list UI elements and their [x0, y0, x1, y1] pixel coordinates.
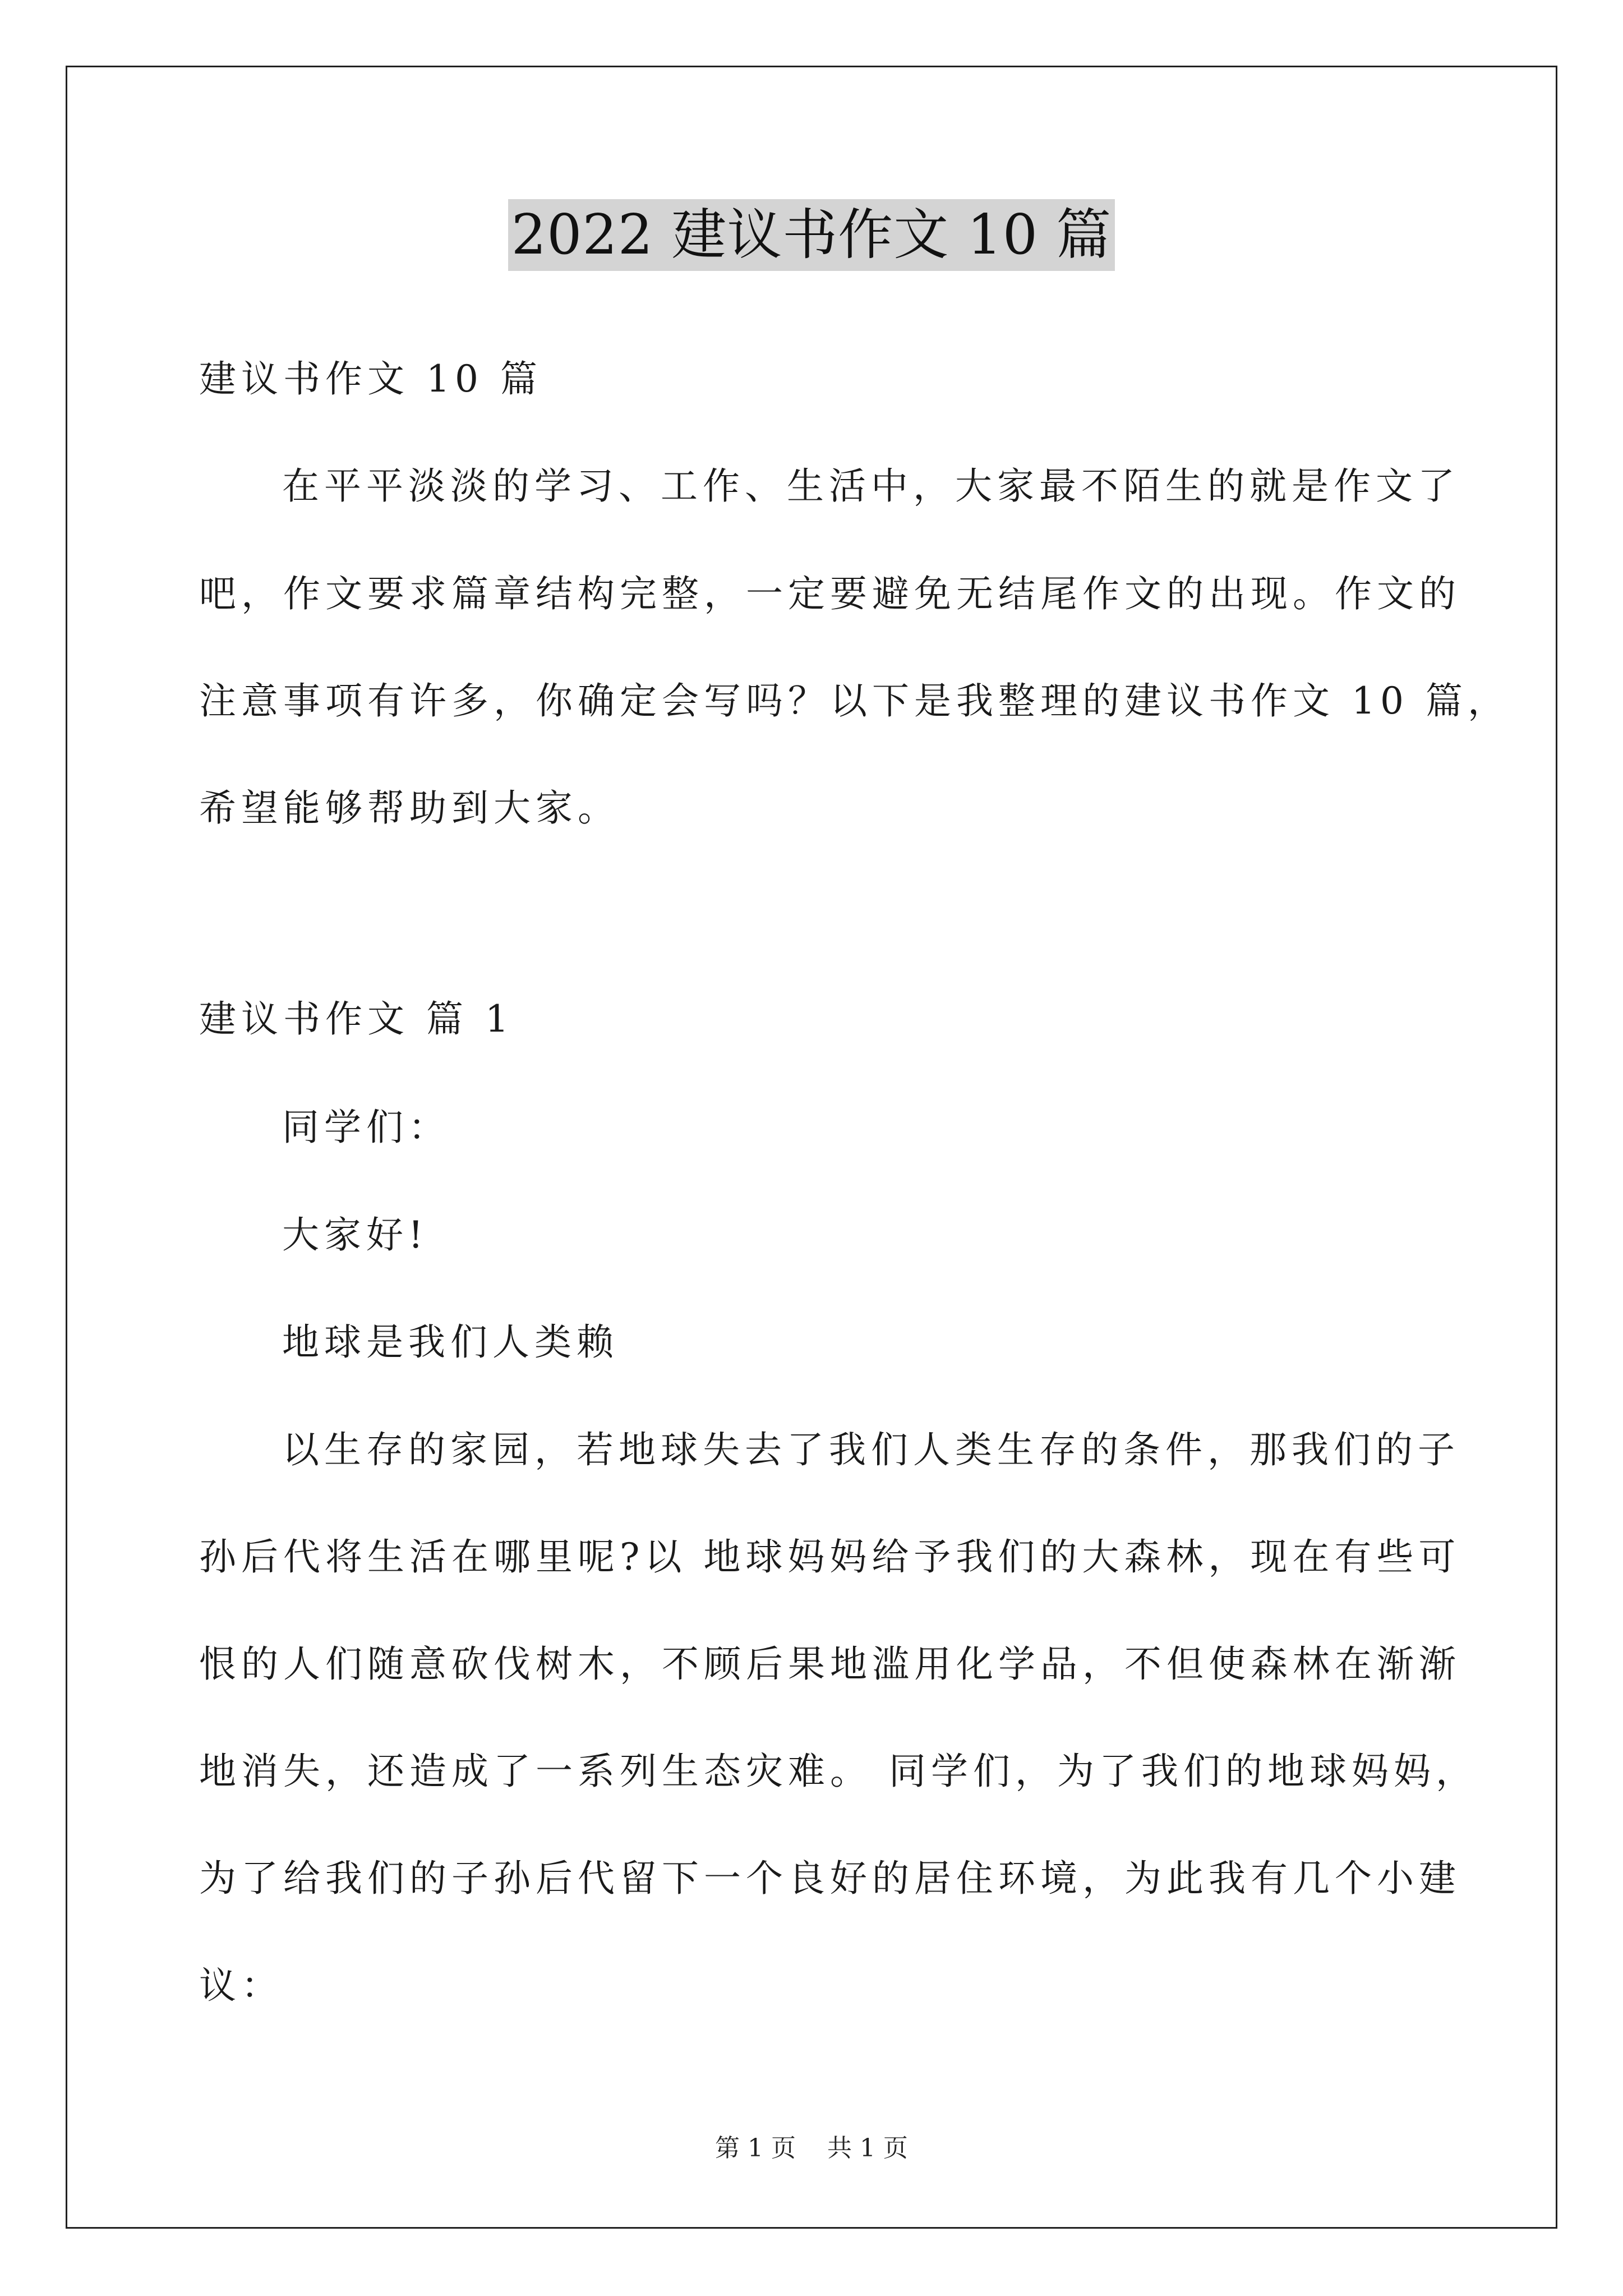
- section-heading: 建议书作文 篇 1: [199, 997, 514, 1041]
- page-footer: 第 1 页 共 1 页: [715, 2134, 908, 2162]
- intro-line-3: 注意事项有许多，你确定会写吗？以下是我整理的建议书作文 10 篇，: [199, 679, 1510, 723]
- paragraph-2-line-1: 以生存的家园，若地球失去了我们人类生存的条件，那我们的子: [282, 1428, 1460, 1471]
- paragraph-2-line-2: 孙后代将生活在哪里呢?以 地球妈妈给予我们的大森林，现在有些可: [199, 1535, 1461, 1579]
- paragraph-2-line-3: 恨的人们随意砍伐树木，不顾后果地滥用化学品，不但使森林在渐渐: [199, 1642, 1461, 1686]
- paragraph-2-line-4: 地消失，还造成了一系列生态灾难。 同学们，为了我们的地球妈妈，: [199, 1750, 1478, 1793]
- title-container: [0, 199, 1623, 271]
- greeting-line: 同学们：: [282, 1106, 450, 1149]
- hello-line: 大家好!: [282, 1213, 428, 1257]
- paragraph-2-line-5: 为了给我们的子孙后代留下一个良好的居住环境，为此我有几个小建: [199, 1857, 1461, 1900]
- intro-line-2: 吧，作文要求篇章结构完整，一定要避免无结尾作文的出现。作文的: [199, 572, 1461, 615]
- intro-line-4: 希望能够帮助到大家。: [199, 786, 620, 830]
- intro-line-1: 在平平淡淡的学习、工作、生活中，大家最不陌生的就是作文了: [282, 464, 1460, 508]
- document-title: 2022 建议书作文 10 篇: [508, 199, 1115, 271]
- paragraph-1-line: 地球是我们人类赖: [282, 1320, 619, 1364]
- document-subtitle: 建议书作文 10 篇: [199, 357, 542, 401]
- paragraph-2-line-6: 议：: [199, 1964, 283, 2007]
